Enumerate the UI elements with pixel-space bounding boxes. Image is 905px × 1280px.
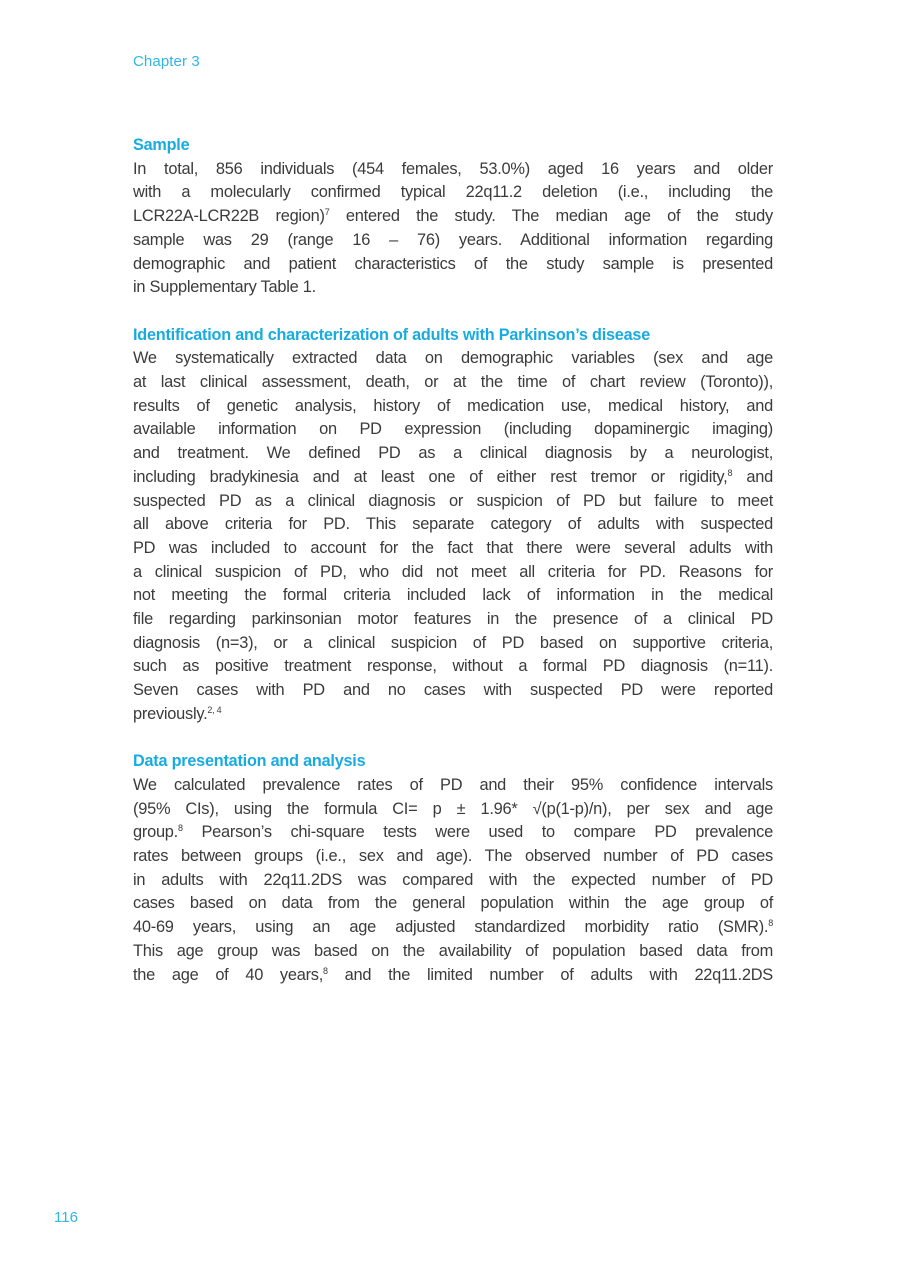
text-line: at last clinical assessment, death, or at the time of chart review (Toronto)), bbox=[133, 373, 773, 392]
text-line: We systematically extracted data on demographic variables (sex and age bbox=[133, 349, 773, 368]
section-sample bbox=[133, 134, 773, 300]
citation-superscript: 8 bbox=[727, 467, 733, 478]
page-content bbox=[133, 134, 773, 1011]
text-line: Seven cases with PD and no cases with suspected PD were reported bbox=[133, 681, 773, 700]
section-body bbox=[133, 347, 773, 726]
text-line: suspected PD as a clinical diagnosis or suspicion of PD but failure to meet bbox=[133, 491, 773, 510]
citation-superscript: 8 bbox=[323, 965, 328, 976]
text-line: results of genetic analysis, history of medication use, medical history, and bbox=[133, 396, 773, 415]
text-line: all above criteria for PD. This separate category of adults with suspected bbox=[133, 515, 773, 534]
text-line: the age of 40 years,$^8$ and the limited number of adults with 22q11.2DS bbox=[133, 965, 773, 984]
text-line: with a molecularly confirmed typical 22q11.2 deletion (i.e., including the bbox=[133, 183, 773, 202]
text-line: group.$^8$ Pearson’s chi-square tests were used to compare PD prevalence bbox=[133, 823, 773, 842]
citation-superscript: 8 bbox=[177, 823, 183, 834]
citation-superscript: 2, 4 bbox=[207, 704, 222, 715]
section-heading: Identification and characterization of adults with Parkinson’s disease bbox=[133, 325, 651, 344]
text-line: PD was included to account for the fact that there were several adults with bbox=[133, 538, 773, 557]
text-line: and treatment. We defined PD as a clinical diagnosis by a neurologist, bbox=[133, 444, 773, 463]
text-line: LCR22A-LCR22B region)$^7$ entered the study. The median age of the study bbox=[133, 207, 773, 226]
text-line: available information on PD expression (including dopaminergic imaging) bbox=[133, 420, 773, 439]
text-line: including bradykinesia and at least one of either rest tremor or rigidity,$^8$ and bbox=[133, 467, 774, 486]
section-body bbox=[133, 774, 773, 987]
text-line: This age group was based on the availability of population based data from bbox=[133, 941, 773, 960]
text-line: In total, 856 individuals (454 females, 53.0%) aged 16 years and older bbox=[133, 159, 773, 178]
citation-superscript: 8 bbox=[768, 918, 773, 929]
running-head-chapter: Chapter 3 bbox=[133, 53, 200, 70]
section-heading: Sample bbox=[133, 136, 190, 154]
text-line: in adults with 22q11.2DS was compared with the expected number of PD bbox=[133, 870, 773, 889]
page-number: 116 bbox=[54, 1209, 78, 1226]
section-body bbox=[133, 158, 773, 300]
section-identification bbox=[133, 324, 773, 727]
citation-superscript: 7 bbox=[324, 207, 330, 218]
text-line: demographic and patient characteristics of the study sample is presented bbox=[133, 254, 773, 273]
text-line: a clinical suspicion of PD, who did not meet all criteria for PD. Reasons for bbox=[133, 562, 773, 581]
text-line: diagnosis (n=3), or a clinical suspicion of PD based on supportive criteria, bbox=[133, 633, 773, 652]
text-line: rates between groups (i.e., sex and age). The observed number of PD cases bbox=[133, 847, 773, 866]
text-line: previously.$^{2, 4}$ bbox=[133, 704, 222, 723]
text-line: such as positive treatment response, without a formal PD diagnosis (n=11). bbox=[133, 657, 773, 676]
text-line: sample was 29 (range 16 – 76) years. Additional information regarding bbox=[133, 230, 773, 249]
text-line: (95% CIs), using the formula CI= p ± 1.96* √(p(1-p)/n), per sex and age bbox=[133, 799, 773, 818]
text-line: in Supplementary Table 1. bbox=[133, 278, 316, 297]
section-data-analysis bbox=[133, 750, 773, 987]
section-heading: Data presentation and analysis bbox=[133, 752, 366, 771]
text-line: 40-69 years, using an age adjusted standardized morbidity ratio (SMR).$^8$ bbox=[133, 918, 773, 937]
text-line: cases based on data from the general population within the age group of bbox=[133, 894, 773, 913]
text-line: We calculated prevalence rates of PD and their 95% confidence intervals bbox=[133, 775, 773, 794]
text-line: file regarding parkinsonian motor features in the presence of a clinical PD bbox=[133, 610, 773, 629]
text-line: not meeting the formal criteria included lack of information in the medical bbox=[133, 586, 773, 605]
